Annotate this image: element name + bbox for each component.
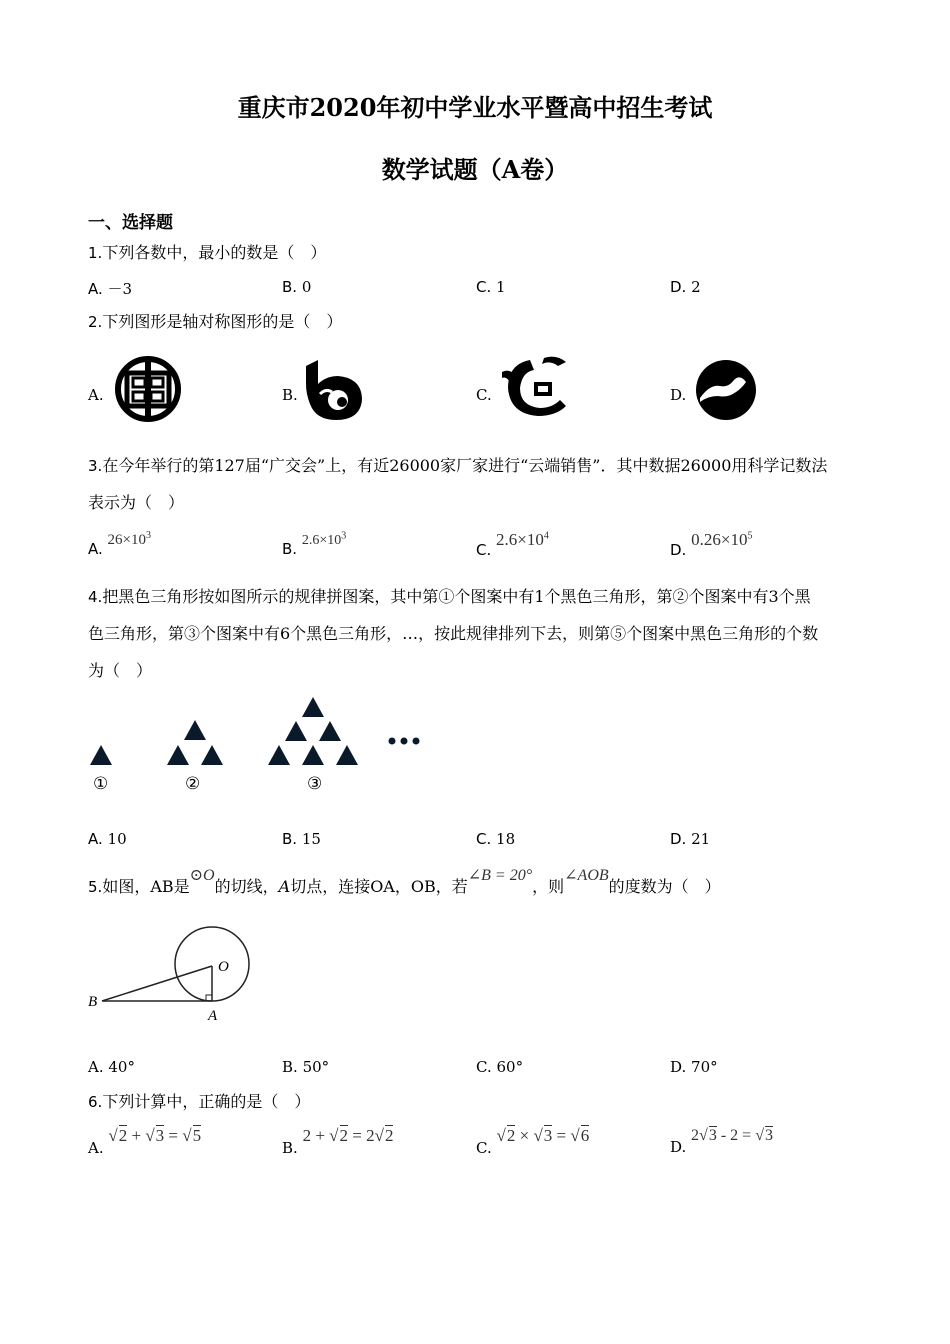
question-number: 2.	[88, 313, 103, 331]
circle-o-symbol: ⊙O	[189, 867, 215, 884]
q4-option-d[interactable]: D. 21	[670, 830, 711, 848]
exam-subtitle: 数学试题（A卷）	[381, 155, 569, 184]
b-shape-logo-icon[interactable]	[302, 358, 366, 422]
question-number: 1.	[88, 244, 103, 262]
triangle	[268, 745, 290, 765]
question-1	[88, 234, 868, 272]
triangle	[201, 745, 223, 765]
section-heading: 一、选择题	[88, 213, 173, 233]
triangle	[167, 745, 189, 765]
q4-option-a[interactable]: A. 10	[88, 830, 127, 848]
wave-circle-logo-icon[interactable]	[694, 358, 758, 422]
q3-option-b[interactable]: B. $2.6\times 10^3$	[282, 530, 347, 558]
question-4-line3: 为（ ）	[88, 661, 153, 680]
q1-option-a[interactable]: A. －3	[88, 280, 133, 298]
triangle	[302, 697, 324, 717]
dragon-c-logo-icon[interactable]	[500, 352, 572, 420]
question-4	[88, 578, 868, 616]
q1-option-c[interactable]: C. 1	[476, 278, 506, 296]
q5-option-d[interactable]: D. 70°	[670, 1058, 718, 1076]
triangle	[319, 721, 341, 741]
question-text: 在今年举行的第127届“广交会”上，有近26000家厂家进行“云端销售”．其中数据26000用科学记数法	[102, 456, 828, 475]
angle-aob-expression: ∠AOB	[564, 867, 609, 884]
question-3	[88, 447, 868, 485]
q5-option-a[interactable]: A. 40°	[88, 1058, 135, 1076]
q4-option-c[interactable]: C. 18	[476, 830, 516, 848]
q1-option-b[interactable]: B. 0	[282, 278, 312, 296]
angle-b-expression: ∠B = 20°	[467, 867, 533, 884]
q1-option-d[interactable]: D. 2	[670, 278, 701, 296]
question-text: 把黑色三角形按如图所示的规律拼图案，其中第①个图案中有1个黑色三角形，第②个图案中有3个黑	[102, 587, 811, 606]
bank-logo-icon[interactable]	[114, 356, 184, 424]
q6-option-d[interactable]: D. 2√3 - 2 = √3	[670, 1127, 773, 1156]
question-4-line2: 色三角形，第③个图案中有6个黑色三角形，…，按此规律排列下去，则第⑤个图案中黑色三角形的个数	[88, 624, 819, 643]
question-text: 下列计算中，正确的是（ ）	[102, 1092, 311, 1111]
q3-option-c[interactable]: C. $2.6\times 10^4$	[476, 530, 549, 559]
q6-option-c[interactable]: C. √2 × √3 = √6	[476, 1126, 590, 1157]
question-number: 6.	[88, 1093, 103, 1111]
tangent-circle-figure	[86, 922, 266, 1027]
question-3-line2: 表示为（ ）	[88, 493, 185, 512]
triangle	[302, 745, 324, 765]
q4-option-b[interactable]: B. 15	[282, 830, 321, 848]
triangle	[90, 745, 112, 765]
question-text: 下列各数中，最小的数是（ ）	[102, 243, 327, 262]
q3-option-a[interactable]: A. $26\times 10^3$	[88, 530, 152, 558]
question-number: 5.	[88, 878, 103, 896]
question-text: 下列图形是轴对称图形的是（ ）	[102, 312, 343, 331]
point-b-label: B	[88, 994, 98, 1010]
figure-label-1: ①	[93, 774, 109, 794]
triangle	[285, 721, 307, 741]
q2-option-a-label[interactable]: A.	[88, 386, 104, 404]
q6-option-b[interactable]: B. 2 + √2 = 2√2	[282, 1126, 394, 1157]
question-6	[88, 1083, 868, 1121]
question-2	[88, 303, 868, 341]
q6-option-a[interactable]: A. √2 + √3 = √5	[88, 1126, 202, 1157]
exam-title: 重庆市2020年初中学业水平暨高中招生考试	[237, 93, 713, 122]
question-number: 3.	[88, 457, 103, 475]
q2-option-c-label[interactable]: C.	[476, 386, 492, 404]
question-number: 4.	[88, 588, 103, 606]
q2-option-b-label[interactable]: B.	[282, 386, 298, 404]
triangle-pattern-figure	[86, 695, 426, 800]
q3-option-d[interactable]: D. $0.26\times 10^5$	[670, 530, 753, 559]
q5-option-c[interactable]: C. 60°	[476, 1058, 524, 1076]
triangle	[336, 745, 358, 765]
point-a-label: A	[208, 1008, 218, 1024]
point-o-label: O	[218, 959, 229, 975]
q2-option-d-label[interactable]: D.	[670, 386, 687, 404]
figure-label-2: ②	[185, 774, 201, 794]
q5-option-b[interactable]: B. 50°	[282, 1058, 330, 1076]
figure-label-3: ③	[307, 774, 323, 794]
question-5: 5.如图，AB是⊙O的切线，A切点，连接OA，OB，若∠B = 20°，则∠AOB的度数为（ ）	[88, 867, 721, 896]
triangle	[184, 720, 206, 740]
